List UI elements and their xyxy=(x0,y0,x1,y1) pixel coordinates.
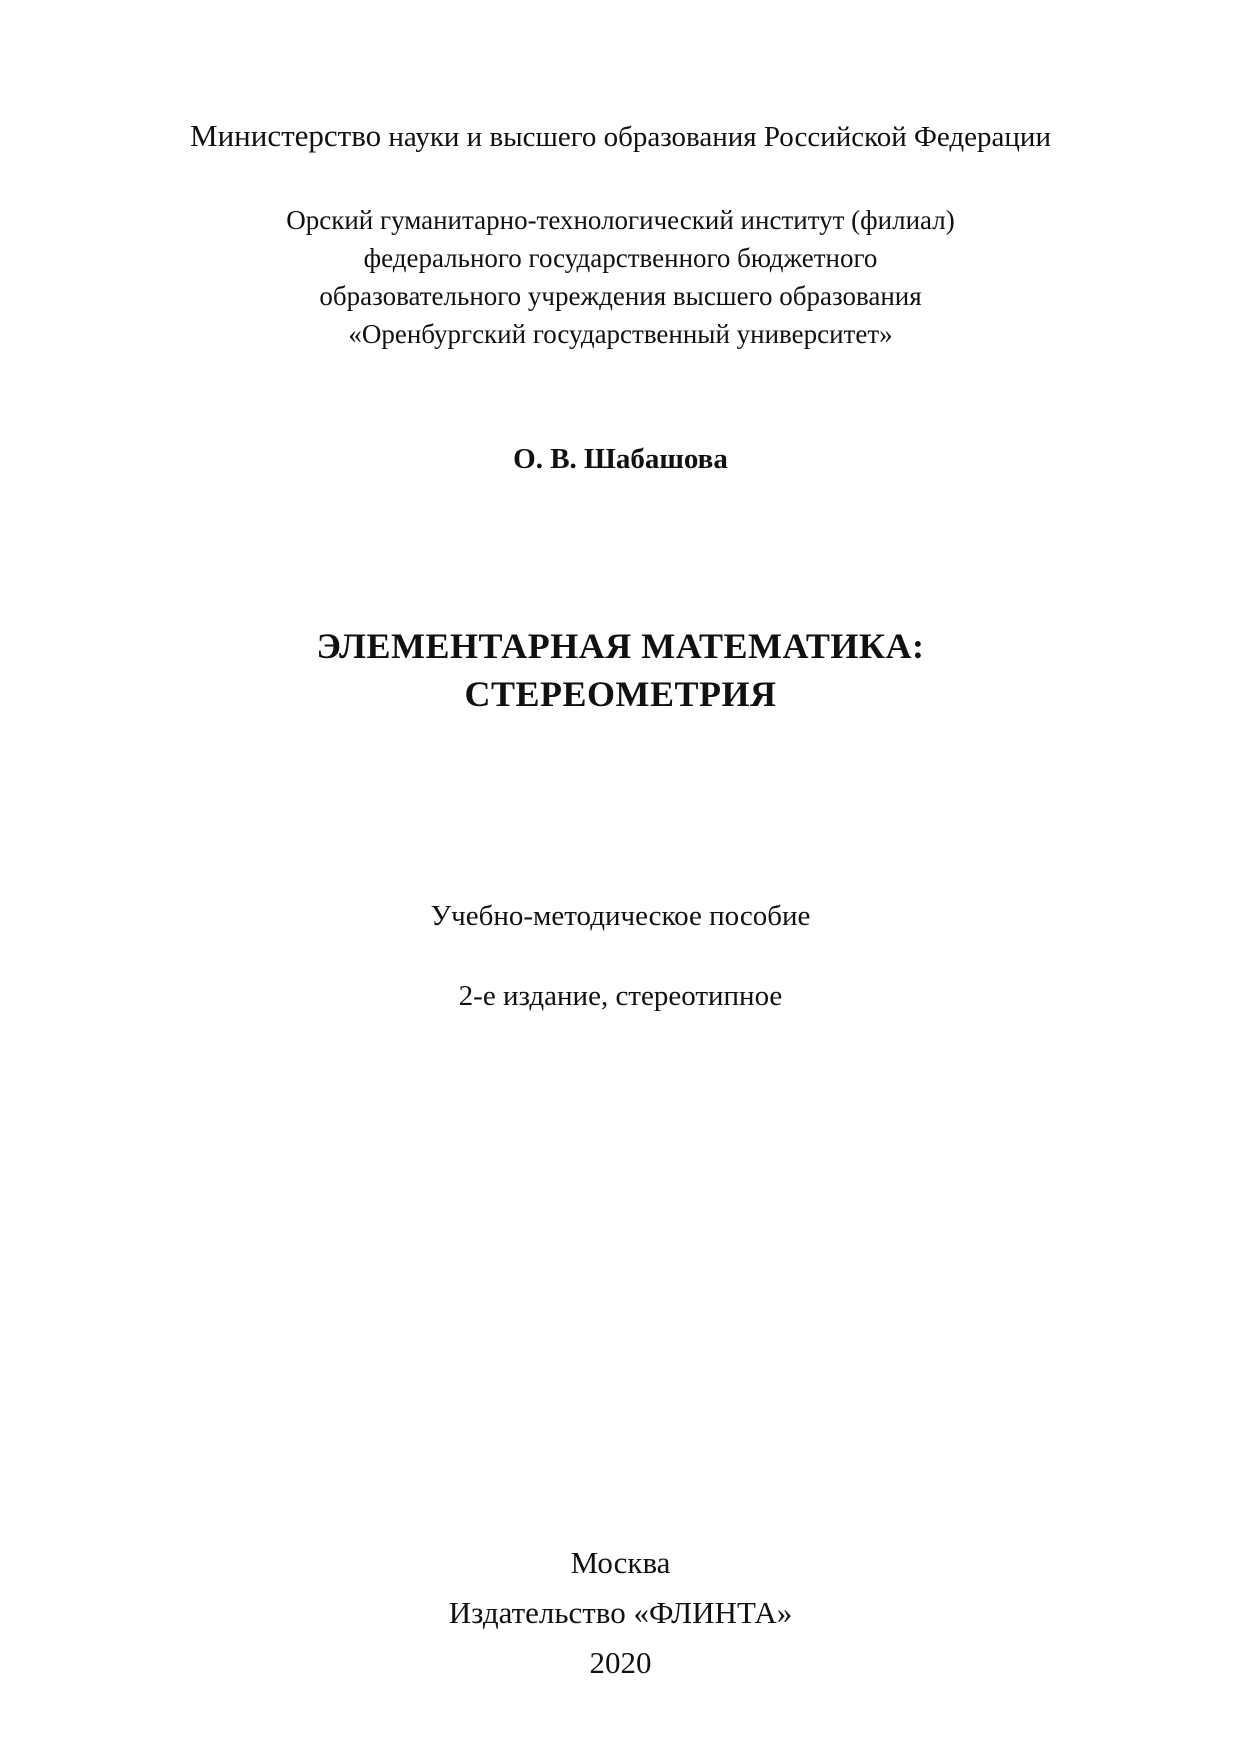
imprint-publisher: Издательство «ФЛИНТА» xyxy=(448,1595,793,1630)
ministry-line xyxy=(0,120,1241,153)
edition-info: 2-е издание, стереотипное xyxy=(458,980,783,1012)
book-title-line-1: ЭЛЕМЕНТАРНАЯ МАТЕМАТИКА: xyxy=(316,626,925,666)
institution-line-1: Орский гуманитарно-технологический институт (филиал) xyxy=(286,205,955,235)
institution-line-3: образовательного учреждения высшего образования xyxy=(319,281,922,311)
ministry-rest: науки и высшего образования Российской Федерации xyxy=(388,121,1051,153)
book-title-line-2: СТЕРЕОМЕТРИЯ xyxy=(464,674,777,714)
imprint-year: 2020 xyxy=(589,1645,652,1680)
imprint-city: Москва xyxy=(570,1545,671,1580)
publication-type: Учебно-методическое пособие xyxy=(430,900,811,932)
author-name: О. В. Шабашова xyxy=(513,443,728,475)
ministry-first-word: Министерство xyxy=(190,118,382,153)
institution-line-4: «Оренбургский государственный университет» xyxy=(348,319,893,349)
institution-line-2: федерального государственного бюджетного xyxy=(363,243,878,273)
